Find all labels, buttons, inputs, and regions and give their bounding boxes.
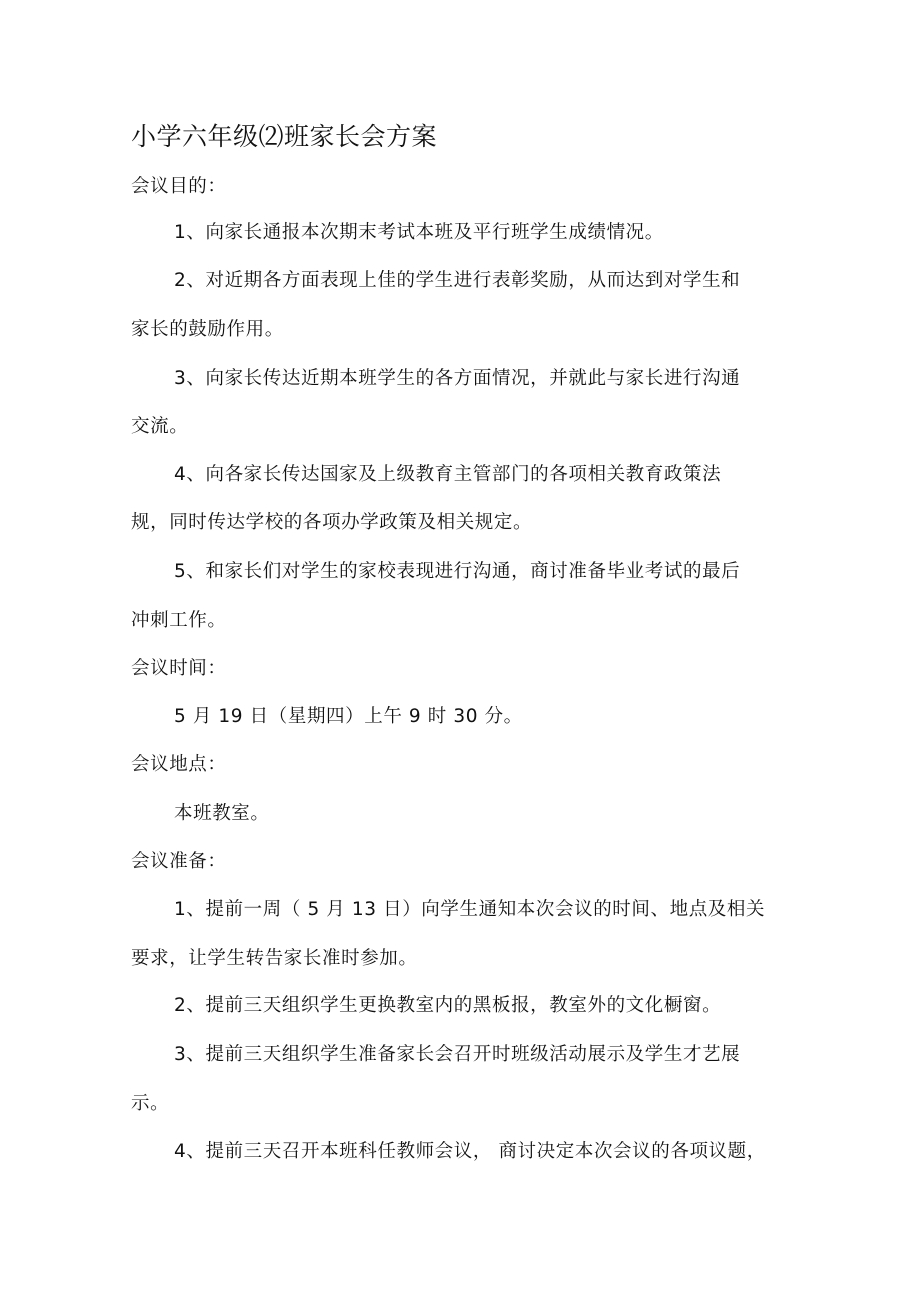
purpose-item-5-continued: 冲刺工作。: [131, 610, 227, 631]
time-heading: 会议时间：: [131, 658, 227, 679]
document-title: 小学六年级⑵班家长会方案: [131, 122, 438, 151]
prep-item-1: 1、提前一周（ 5 月 13 日）向学生通知本次会议的时间、地点及相关: [174, 899, 766, 920]
purpose-item-5: 5、和家长们对学生的家校表现进行沟通，商讨准备毕业考试的最后: [174, 561, 741, 582]
prep-heading: 会议准备：: [131, 851, 227, 872]
prep-item-3-continued: 示。: [131, 1093, 170, 1114]
prep-item-2: 2、提前三天组织学生更换教室内的黑板报，教室外的文化橱窗。: [174, 995, 722, 1016]
purpose-item-3-continued: 交流。: [131, 416, 189, 437]
place-heading: 会议地点：: [131, 754, 227, 775]
time-value: 5 月 19 日（星期四）上午 9 时 30 分。: [174, 706, 523, 727]
place-value: 本班教室。: [174, 803, 270, 824]
purpose-item-4-continued: 规，同时传达学校的各项办学政策及相关规定。: [131, 512, 533, 533]
purpose-heading: 会议目的：: [131, 176, 227, 197]
prep-item-4: 4、提前三天召开本班科任教师会议， 商讨决定本次会议的各项议题，: [174, 1141, 766, 1162]
prep-item-3: 3、提前三天组织学生准备家长会召开时班级活动展示及学生才艺展: [174, 1044, 741, 1065]
purpose-item-1: 1、向家长通报本次期末考试本班及平行班学生成绩情况。: [174, 222, 664, 243]
prep-item-1-continued: 要求，让学生转告家长准时参加。: [131, 948, 418, 969]
purpose-item-2-continued: 家长的鼓励作用。: [131, 319, 284, 340]
purpose-item-3: 3、向家长传达近期本班学生的各方面情况，并就此与家长进行沟通: [174, 368, 741, 389]
purpose-item-4: 4、向各家长传达国家及上级教育主管部门的各项相关教育政策法: [174, 464, 722, 485]
purpose-item-2: 2、对近期各方面表现上佳的学生进行表彰奖励，从而达到对学生和: [174, 270, 741, 291]
